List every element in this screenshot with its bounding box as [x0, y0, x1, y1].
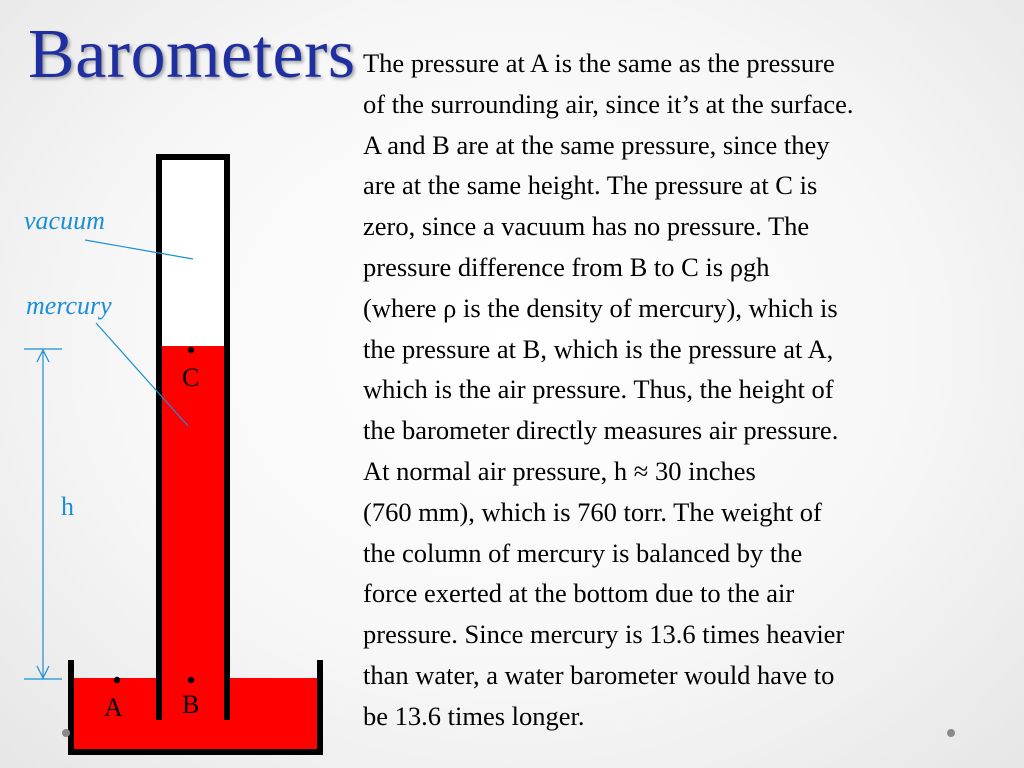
point-c-label: C [182, 363, 200, 392]
nav-dot-right [947, 729, 955, 737]
vacuum-label: vacuum [24, 206, 105, 235]
body-line: be 13.6 times longer. [363, 700, 585, 731]
slide-title: Barometers [28, 16, 356, 93]
body-line: which is the air pressure. Thus, the height of [363, 374, 834, 405]
body-line: pressure difference from B to C is ρgh [363, 251, 770, 282]
body-line: are at the same height. The pressure at C is [363, 170, 818, 201]
h-label: h [61, 492, 74, 521]
body-line: than water, a water barometer would have to [363, 659, 835, 690]
body-line: At normal air pressure, h ≈ 30 inches [363, 455, 756, 486]
body-line: (760 mm), which is 760 torr. The weight of [363, 496, 822, 527]
point-b-dot [188, 677, 194, 683]
body-line: (where ρ is the density of mercury), which is [363, 292, 838, 323]
body-line: pressure. Since mercury is 13.6 times heavier [363, 619, 845, 650]
mercury-label: mercury [26, 291, 112, 320]
point-b-label: B [182, 690, 200, 719]
body-line: the pressure at B, which is the pressure at A, [363, 333, 834, 364]
body-line: zero, since a vacuum has no pressure. The [363, 211, 810, 242]
body-line: the barometer directly measures air pressure. [363, 415, 839, 446]
body-line: the column of mercury is balanced by the [363, 537, 803, 568]
point-a-dot [114, 677, 120, 683]
body-line: force exerted at the bottom due to the air [363, 578, 795, 609]
nav-dot-left [62, 729, 70, 737]
tube-vacuum-space [162, 160, 224, 346]
body-line: A and B are at the same pressure, since they [363, 129, 830, 160]
body-line: of the surrounding air, since it’s at the surface. [363, 88, 854, 119]
body-text [363, 43, 1003, 737]
point-c-dot [188, 347, 194, 353]
body-line: The pressure at A is the same as the pressure [363, 48, 835, 78]
point-a-label: A [104, 693, 123, 722]
